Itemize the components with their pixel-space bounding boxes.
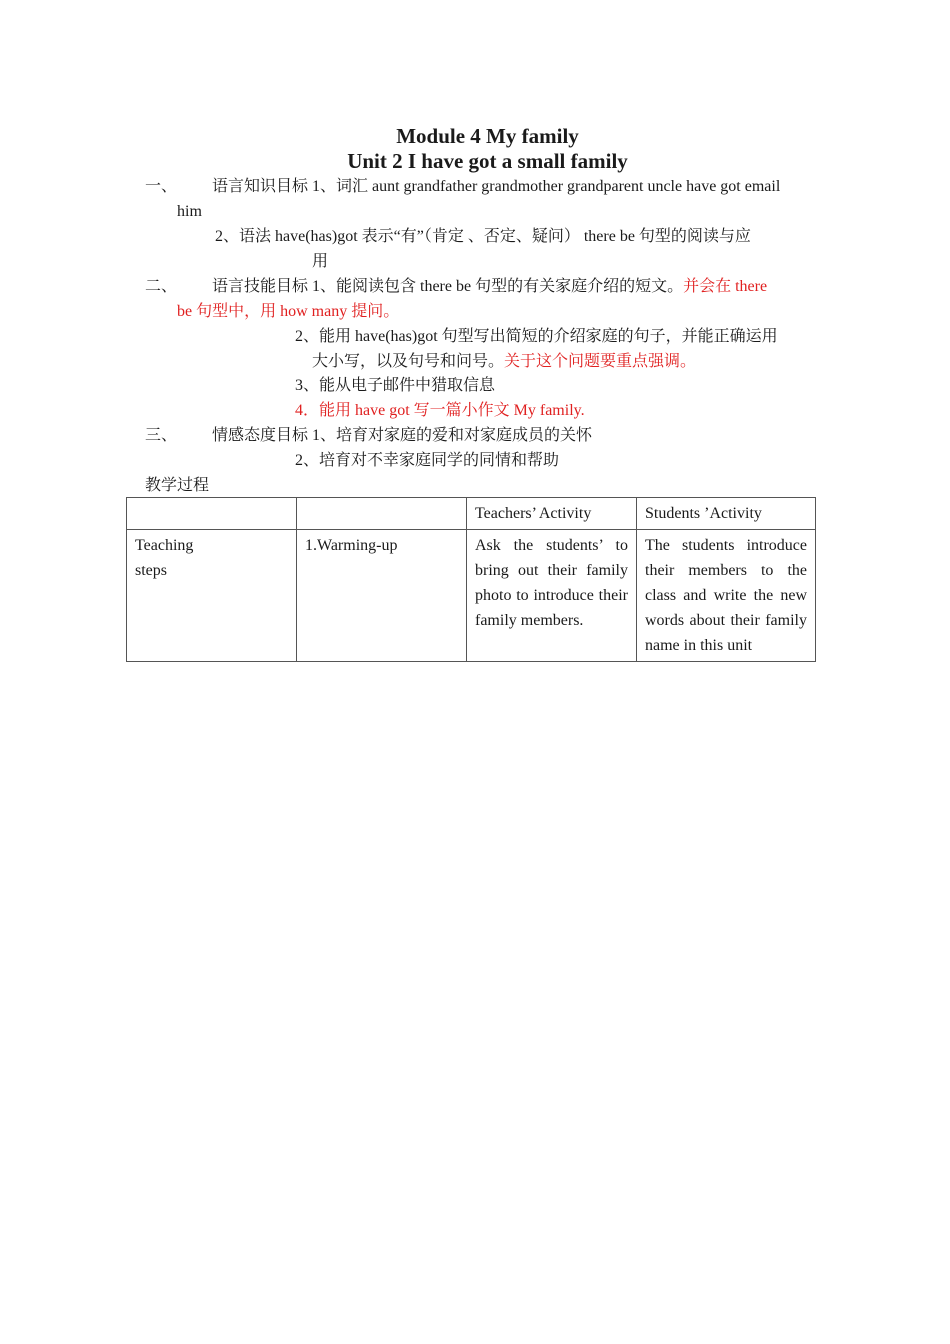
goal2-number: 二、 [145, 278, 178, 295]
goal2-item3: 3、能从电子邮件中猎取信息 [295, 377, 496, 394]
goal2-item2: 2、能用 have(has)got 句型写出简短的介绍家庭的句子，并能正确运用 [295, 328, 778, 345]
teaching-process-label: 教学过程 [145, 477, 210, 494]
goal1-number: 一、 [145, 178, 178, 195]
table-header-cell [297, 498, 467, 530]
goal1-heading: 语言知识目标 1、词汇 aunt grandfather grandmother grandparent uncle have got email [212, 178, 781, 195]
goal2-continuation: be 句型中，用 how many 提问。 [177, 303, 400, 320]
table-header-cell: Teachers’ Activity [467, 498, 637, 530]
table-header-cell [127, 498, 297, 530]
table-row [127, 530, 816, 662]
goal2-item2-cont: 大小写，以及句号和问号。 [312, 353, 505, 370]
table-cell-student-activity: The students introduce their members to the class and write the new words about their family name in this unit [637, 530, 816, 662]
page-title: Module 4 My family [396, 124, 579, 148]
goal1-item2: 2、语法 have(has)got 表示“有”（肯定 、否定、疑问） there be 句型的阅读与应 [215, 228, 751, 245]
goal3-item2: 2、培育对不幸家庭同学的同情和帮助 [295, 452, 560, 469]
table-header-cell: Students ’Activity [637, 498, 816, 530]
goal3-number: 三、 [145, 427, 178, 444]
goal2-heading: 语言技能目标 1、能阅读包含 there be 句型的有关家庭介绍的短文。 [212, 278, 684, 295]
table-cell-step-label [127, 530, 297, 662]
goal2-heading-highlight: 并会在 there [683, 278, 768, 295]
goal2-item2-cont-line [312, 352, 696, 372]
table-header-row [127, 498, 816, 530]
table-cell-teacher-activity: Ask the students’ to bring out their family photo to introduce their family members. [467, 530, 637, 662]
page-subtitle: Unit 2 I have got a small family [347, 149, 628, 173]
goal3-heading: 情感态度目标 1、培育对家庭的爱和对家庭成员的关怀 [212, 427, 593, 444]
goal2-heading-line [212, 277, 767, 297]
teaching-table [126, 497, 816, 662]
goal2-item4: 4．能用 have got 写一篇小作文 My family. [295, 402, 585, 419]
goal1-continuation: him [177, 203, 202, 220]
goal2-item2-highlight: 关于这个问题要重点强调。 [504, 353, 697, 370]
goal1-item2-cont: 用 [312, 253, 329, 270]
step-label-text: Teaching steps [135, 537, 194, 579]
table-cell-step: 1.Warming-up [297, 530, 467, 662]
